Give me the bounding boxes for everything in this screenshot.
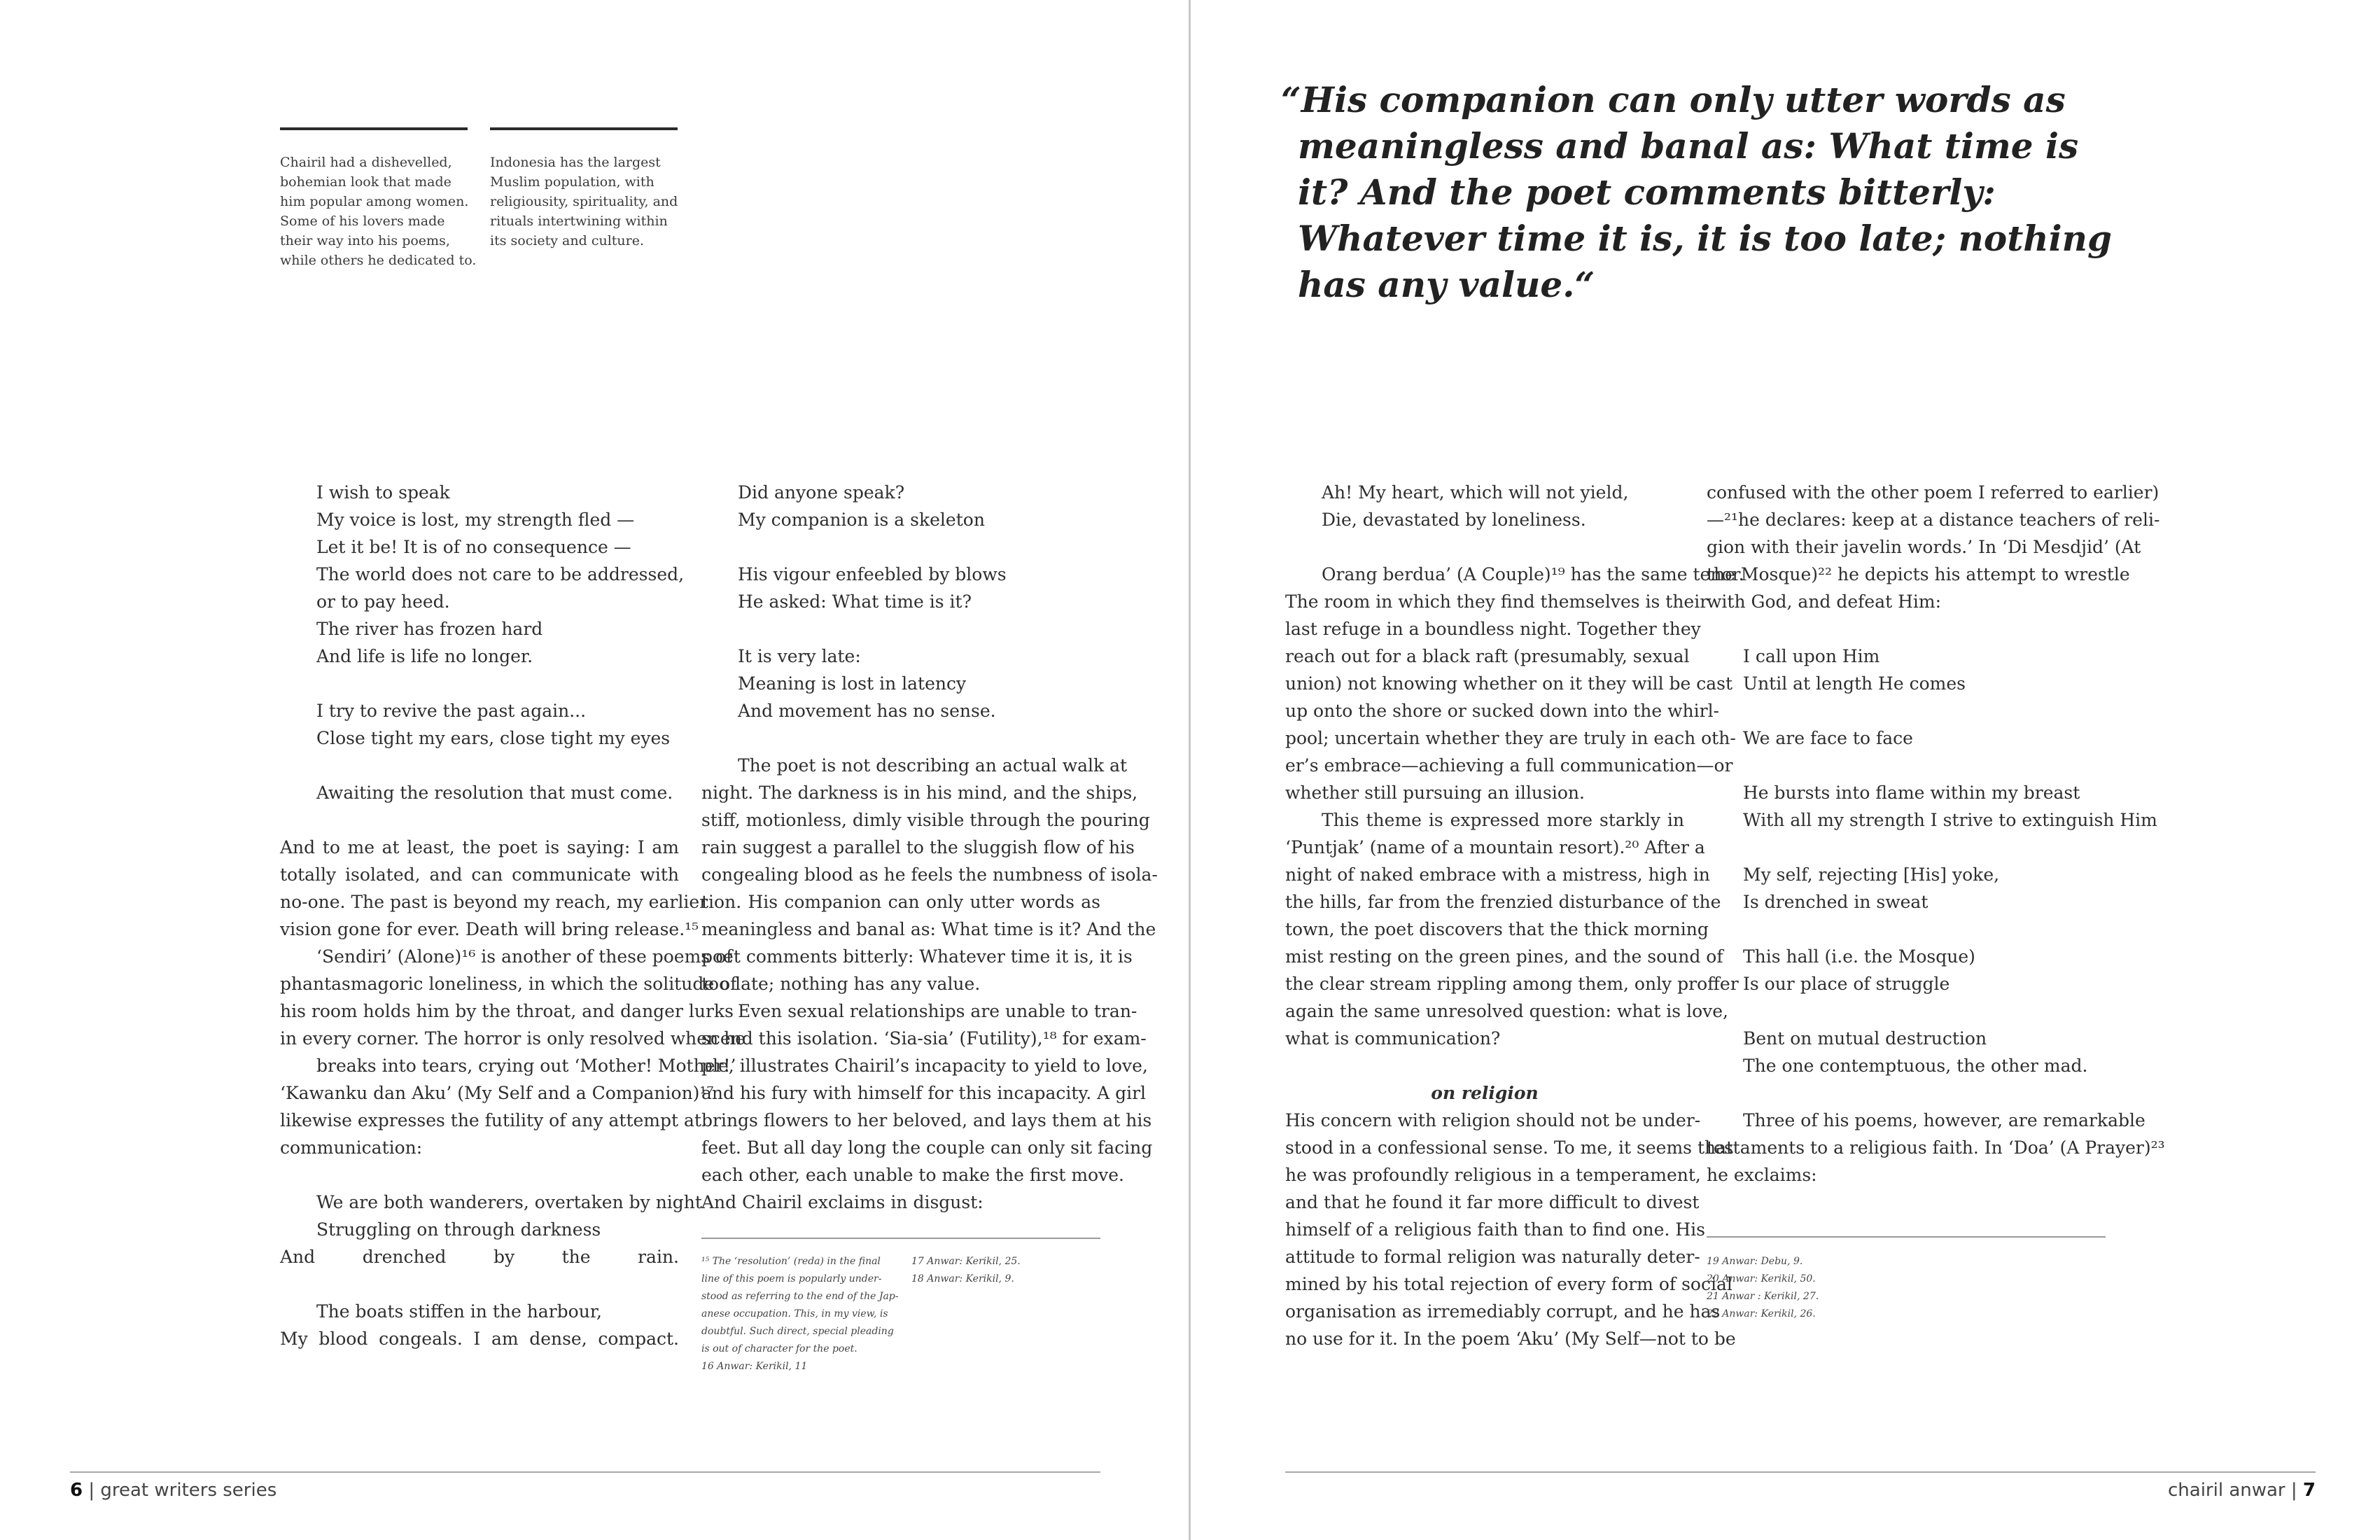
text-line: meaningless and banal as: What time is it? And the xyxy=(701,919,1156,939)
text-line: brings flowers to her beloved, and lays them at his xyxy=(701,1110,1152,1130)
stanza-gap xyxy=(1285,533,1684,561)
text-line: My voice is lost, my strength fled — xyxy=(316,510,635,530)
text-line: Ah! My heart, which will not yield, xyxy=(1322,482,1629,503)
text-line: Bent on mutual destruction xyxy=(1743,1028,1987,1049)
text-line: —²¹he declares: keep at a distance teachers of reli- xyxy=(1707,510,2160,530)
text-line: And movement has no sense. xyxy=(738,701,996,721)
text-line: union) not knowing whether on it they will be cast xyxy=(1285,673,1733,694)
text-line: Even sexual relationships are unable to tran- xyxy=(738,1001,1138,1021)
stanza-gap xyxy=(701,533,1100,561)
text-line: And drenched by the rain. xyxy=(280,1247,679,1267)
text-line: The river has frozen hard xyxy=(316,619,543,639)
text-line: 22 Anwar: Kerikil, 26. xyxy=(1707,1308,1816,1320)
text-line: ple, illustrates Chairil’s incapacity to yield to love, xyxy=(701,1056,1148,1076)
text-line: stood in a confessional sense. To me, it seems that xyxy=(1285,1138,1734,1158)
text-line: mined by his total rejection of every form of social xyxy=(1285,1274,1732,1294)
text-line: Close tight my ears, close tight my eyes xyxy=(316,728,671,748)
running-head-right: chairil anwar | xyxy=(2167,1480,2303,1501)
text-line: whether still pursuing an illusion. xyxy=(1285,783,1585,803)
text-line: its society and culture. xyxy=(490,233,645,248)
text-line: Whatever time it is, it is too late; nothing xyxy=(1298,218,2112,259)
text-line: on religion xyxy=(1431,1083,1539,1103)
text-line: 19 Anwar: Debu, 9. xyxy=(1707,1256,1803,1267)
text-line: night of naked embrace with a mistress, high in xyxy=(1285,864,1710,885)
text-line: reach out for a black raft (presumably, sexual xyxy=(1285,646,1690,666)
page-number-left: 6 xyxy=(70,1480,83,1501)
text-line: no-one. The past is beyond my reach, my earlier xyxy=(280,892,708,912)
text-line: ‘Sendiri’ (Alone)¹⁶ is another of these poems of xyxy=(316,946,733,967)
text-line: I call upon Him xyxy=(1743,646,1880,666)
stanza-gap xyxy=(701,615,1100,643)
text-line: “His companion can only utter words as xyxy=(1281,79,2066,120)
text-line: Until at length He comes xyxy=(1743,673,1966,694)
text-line: has any value.“ xyxy=(1298,264,1595,305)
text-line: It is very late: xyxy=(738,646,861,666)
stanza-gap xyxy=(1707,997,2106,1025)
body-column-3 xyxy=(1285,479,1744,1352)
text-line: with God, and defeat Him: xyxy=(1707,592,1942,612)
text-line: poet comments bitterly: Whatever time it is, it is xyxy=(701,946,1133,967)
text-line: 20 Anwar: Kerikil, 50. xyxy=(1707,1273,1816,1284)
text-line: Did anyone speak? xyxy=(738,482,905,503)
stanza-gap xyxy=(1707,697,2106,724)
text-line: He bursts into flame within my breast xyxy=(1743,783,2080,803)
text-line: he was profoundly religious in a temperament, xyxy=(1285,1165,1701,1185)
text-line: he exclaims: xyxy=(1707,1165,1817,1185)
footnotes-left-b xyxy=(911,1253,1093,1288)
text-line: line of this poem is popularly under- xyxy=(701,1273,882,1284)
text-line: This theme is expressed more starkly in xyxy=(1322,810,1684,830)
text-line: And Chairil exclaims in disgust: xyxy=(701,1192,983,1212)
text-line: town, the poet discovers that the thick morning xyxy=(1285,919,1709,939)
text-line: it? And the poet comments bitterly: xyxy=(1298,172,1996,213)
text-line: scend this isolation. ‘Sia-sia’ (Futility),¹⁸ for exam- xyxy=(701,1028,1147,1049)
text-line: His vigour enfeebled by blows xyxy=(738,564,1007,584)
text-line: Is drenched in sweat xyxy=(1743,892,1928,912)
footnote-rule-left xyxy=(701,1238,1100,1239)
text-line: Orang berdua’ (A Couple)¹⁹ has the same tenor. xyxy=(1322,564,1744,584)
text-line: too late; nothing has any value. xyxy=(701,974,981,994)
text-line: stiff, motionless, dimly visible through the pouring xyxy=(701,810,1150,830)
text-line: My self, rejecting [His] yoke, xyxy=(1743,864,2000,885)
stanza-gap xyxy=(280,806,679,834)
text-line: confused with the other poem I referred to earlier) xyxy=(1707,482,2160,503)
text-line: organisation as irremediably corrupt, and he has xyxy=(1285,1301,1721,1322)
text-line: With all my strength I strive to extinguish Him xyxy=(1743,810,2157,830)
body-column-2 xyxy=(701,479,1158,1216)
text-line: His concern with religion should not be under- xyxy=(1285,1110,1701,1130)
text-line: each other, each unable to make the first move. xyxy=(701,1165,1124,1185)
text-line: religiousity, spirituality, and xyxy=(490,194,678,209)
text-line: 17 Anwar: Kerikil, 25. xyxy=(911,1256,1021,1267)
text-line: their way into his poems, xyxy=(280,233,450,248)
text-line: The one contemptuous, the other mad. xyxy=(1743,1056,2088,1076)
text-line: We are both wanderers, overtaken by night xyxy=(316,1192,702,1212)
page-spine xyxy=(1189,0,1191,1540)
stanza-gap xyxy=(1707,1079,2106,1107)
text-line: or to pay heed. xyxy=(316,592,450,612)
text-line: in every corner. The horror is only resolved when he xyxy=(280,1028,746,1049)
text-line: And to me at least, the poet is saying: I am xyxy=(280,837,679,858)
text-line: the Mosque)²² he depicts his attempt to wrestle xyxy=(1707,564,2130,584)
text-line: Die, devastated by loneliness. xyxy=(1322,510,1586,530)
text-line: vision gone for ever. Death will bring release.¹⁵ xyxy=(280,919,699,939)
text-line: stood as referring to the end of the Jap- xyxy=(701,1291,899,1302)
stanza-gap xyxy=(280,1270,679,1298)
stanza-gap xyxy=(1707,916,2106,943)
text-line: mist resting on the green pines, and the sound of xyxy=(1285,946,1723,967)
text-line: 16 Anwar: Kerikil, 11 xyxy=(701,1361,808,1372)
text-line: while others he dedicated to. xyxy=(280,253,477,268)
text-line: anese occupation. This, in my view, is xyxy=(701,1308,888,1320)
sidebar-note-1 xyxy=(280,153,476,270)
footer-rule-left xyxy=(70,1471,1100,1473)
text-line: Awaiting the resolution that must come. xyxy=(316,783,673,803)
text-line: Muslim population, with xyxy=(490,174,654,190)
note-rule-2 xyxy=(490,127,678,130)
stanza-gap xyxy=(1707,752,2106,779)
page-number-right: 7 xyxy=(2302,1480,2316,1501)
text-line: ‘Puntjak’ (name of a mountain resort).²⁰ After a xyxy=(1285,837,1705,858)
text-line: The poet is not describing an actual walk at xyxy=(738,755,1128,776)
text-line: 18 Anwar: Kerikil, 9. xyxy=(911,1273,1014,1284)
text-line: phantasmagoric loneliness, in which the solitude of xyxy=(280,974,737,994)
pull-quote xyxy=(1281,77,2112,308)
text-line: testaments to a religious faith. In ‘Doa’ (A Prayer)²³ xyxy=(1707,1138,2165,1158)
stanza-gap xyxy=(1707,615,2106,643)
text-line: night. The darkness is in his mind, and the ships, xyxy=(701,783,1138,803)
footnotes-right xyxy=(1707,1253,1917,1323)
stanza-gap xyxy=(701,724,1100,752)
text-line: pool; uncertain whether they are truly in each oth- xyxy=(1285,728,1736,748)
folio-right xyxy=(2168,1480,2316,1501)
text-line: his room holds him by the throat, and danger lurks xyxy=(280,1001,734,1021)
text-line: and his fury with himself for this incapacity. A girl xyxy=(701,1083,1147,1103)
text-line: communication: xyxy=(280,1138,423,1158)
stanza-gap xyxy=(280,1161,679,1189)
text-line: what is communication? xyxy=(1285,1028,1501,1049)
stanza-gap xyxy=(1707,834,2106,861)
text-line: likewise expresses the futility of any attempt at xyxy=(280,1110,701,1130)
text-line: rituals intertwining within xyxy=(490,214,668,229)
text-line: last refuge in a boundless night. Together they xyxy=(1285,619,1701,639)
footnote-rule-right xyxy=(1707,1236,2106,1238)
text-line: congealing blood as he feels the numbness of isola- xyxy=(701,864,1158,885)
text-line: breaks into tears, crying out ‘Mother! Mother!’ xyxy=(316,1056,736,1076)
text-line: and that he found it far more difficult to divest xyxy=(1285,1192,1700,1212)
text-line: He asked: What time is it? xyxy=(738,592,972,612)
text-line: The world does not care to be addressed, xyxy=(316,564,685,584)
text-line: gion with their javelin words.’ In ‘Di Mesdjid’ (At xyxy=(1707,537,2141,557)
text-line: tion. His companion can only utter words as xyxy=(701,892,1100,912)
text-line: is out of character for the poet. xyxy=(701,1343,858,1354)
text-line: I wish to speak xyxy=(316,482,450,503)
text-line: meaningless and banal as: What time is xyxy=(1298,125,2079,167)
text-line: the clear stream rippling among them, only proffer xyxy=(1285,974,1739,994)
text-line: Indonesia has the largest xyxy=(490,155,661,170)
text-line: This hall (i.e. the Mosque) xyxy=(1743,946,1975,967)
text-line: ¹⁵ The ‘resolution’ (reda) in the final xyxy=(701,1256,881,1267)
folio-left xyxy=(70,1480,276,1501)
text-line: Some of his lovers made xyxy=(280,214,445,229)
text-line: again the same unresolved question: what is love, xyxy=(1285,1001,1728,1021)
text-line: And life is life no longer. xyxy=(316,646,533,666)
text-line: attitude to formal religion was naturally deter- xyxy=(1285,1247,1700,1267)
body-column-4 xyxy=(1707,479,2165,1189)
text-line: The room in which they find themselves is their xyxy=(1285,592,1709,612)
text-line: rain suggest a parallel to the sluggish flow of his xyxy=(701,837,1135,858)
stanza-gap xyxy=(280,752,679,779)
text-line: Meaning is lost in latency xyxy=(738,673,967,694)
text-line: the hills, far from the frenzied disturbance of the xyxy=(1285,892,1721,912)
text-line: bohemian look that made xyxy=(280,174,451,190)
text-line: Let it be! It is of no consequence — xyxy=(316,537,631,557)
text-line: I try to revive the past again... xyxy=(316,701,587,721)
text-line: The boats stiffen in the harbour, xyxy=(316,1301,602,1322)
text-line: feet. But all day long the couple can only sit facing xyxy=(701,1138,1153,1158)
footer-rule-right xyxy=(1285,1471,2316,1473)
text-line: 21 Anwar : Kerikil, 27. xyxy=(1707,1291,1819,1302)
text-line: My companion is a skeleton xyxy=(738,510,985,530)
text-line: ‘Kawanku dan Aku’ (My Self and a Companion)¹⁷ xyxy=(280,1083,714,1103)
text-line: no use for it. In the poem ‘Aku’ (My Self—not to be xyxy=(1285,1329,1736,1349)
body-column-1 xyxy=(280,479,746,1352)
text-line: Chairil had a dishevelled, xyxy=(280,155,452,170)
text-line: Is our place of struggle xyxy=(1743,974,1950,994)
text-line: totally isolated, and can communicate with xyxy=(280,864,679,885)
stanza-gap xyxy=(1285,1052,1684,1079)
text-line: himself of a religious faith than to find one. His xyxy=(1285,1219,1705,1240)
text-line: Three of his poems, however, are remarkable xyxy=(1743,1110,2146,1130)
text-line: him popular among women. xyxy=(280,194,469,209)
stanza-gap xyxy=(280,670,679,697)
note-rule-1 xyxy=(280,127,468,130)
running-head-left: | great writers series xyxy=(83,1480,277,1501)
sidebar-note-2 xyxy=(490,153,686,251)
text-line: My blood congeals. I am dense, compact. xyxy=(280,1329,679,1349)
text-line: up onto the shore or sucked down into the whirl- xyxy=(1285,701,1720,721)
text-line: We are face to face xyxy=(1743,728,1913,748)
text-line: doubtful. Such direct, special pleading xyxy=(701,1326,894,1337)
text-line: er’s embrace—achieving a full communication—or xyxy=(1285,755,1733,776)
text-line: Struggling on through darkness xyxy=(316,1219,601,1240)
footnotes-left-a xyxy=(701,1253,904,1376)
